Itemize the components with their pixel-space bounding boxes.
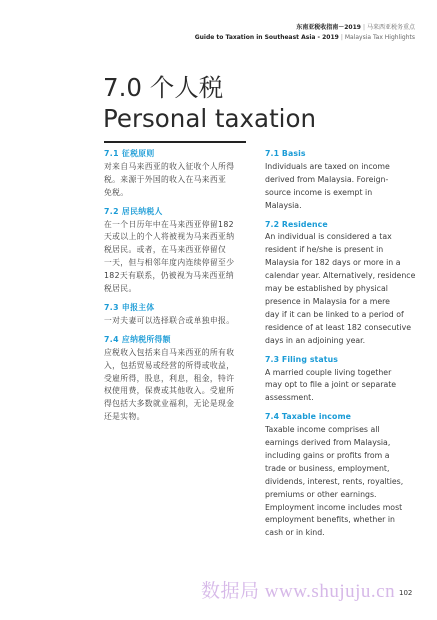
section-body: Individuals are taxed on income derived from Malaysia. Foreign- source income is exempt in Malaysia. (265, 161, 390, 210)
english-column (265, 148, 425, 546)
section-body: 在一个日历年中在马来西亚停留182 天或以上的个人将被视为马来西亚纳 税居民。或者，在马来西亚停留仅 一天，但与相邻年度内连续停留至少 182天有联系，仍被视为马来西亚纳 税居民。 (104, 219, 235, 294)
section-body: Taxable income comprises all earnings derived from Malaysia, including gains or profits from a trade or business, employment, dividends, interest, rents, royalties, premiums or other earnings. Employment income includes most employment benefits, whether in cash or in kind. (265, 425, 404, 538)
section-body: An individual is considered a tax resident if he/she is present in Malaysia for 182 days or more in a calendar year. Alternatively, residence may be established by physical presence in Malaysia for a mere day if it can be linked to a period of residence of at least 182 consecutive days in an adjoining year. (265, 232, 416, 345)
section-filing-en (265, 354, 425, 406)
header-guide-title-en: Guide to Taxation in Southeast Asia - 2019 (194, 33, 339, 41)
section-heading: 7.4 Taxable income (265, 412, 352, 422)
section-heading: 7.2 居民纳税人 (104, 206, 163, 216)
watermark: 数据局 www.shujuju.cn (201, 581, 396, 602)
section-residence-en (265, 219, 425, 348)
section-body: A married couple living together may opt to file a joint or separate assessment. (265, 367, 397, 403)
page-title (103, 72, 316, 134)
section-heading: 7.3 Filing status (265, 354, 338, 364)
section-body: 一对夫妻可以选择联合或单独申报。 (104, 315, 235, 325)
section-heading: 7.2 Residence (265, 219, 328, 229)
header-guide-title-cn: 东南亚税收指南－2019 (296, 24, 361, 31)
chinese-column (104, 148, 254, 430)
section-body: 应税收入包括来自马来西亚的所有收 入，包括贸易或经营的所得或收益， 受雇所得，股息，利息，租金，特许 权使用费，保费或其他收入。受雇所 得包括大多数就业福利，无论是现金 还是实物。 (104, 347, 235, 422)
section-heading: 7.3 申报主体 (104, 302, 155, 312)
page-title-en: Personal taxation (103, 104, 316, 133)
section-basis-en (265, 148, 425, 213)
header-line-english (195, 33, 415, 43)
section-heading: 7.1 Basis (265, 149, 306, 158)
section-heading: 7.1 征税原则 (104, 149, 155, 158)
header-separator: | (340, 33, 343, 41)
header-line-chinese (195, 23, 415, 33)
header-country-en: Malaysia Tax Highlights (344, 33, 415, 41)
section-residence-cn (104, 206, 254, 296)
section-filing-cn (104, 302, 254, 328)
page-title-cn: 7.0 个人税 (103, 73, 224, 102)
running-header (195, 23, 415, 42)
header-separator: | (362, 24, 365, 31)
section-body: 对来自马来西亚的收入征收个人所得 税。来源于外国的收入在马来西亚 免税。 (104, 161, 235, 197)
section-taxable-income-cn (104, 334, 254, 424)
header-country-cn: 马来西亚税务重点 (366, 24, 415, 31)
title-divider (104, 141, 246, 143)
section-heading: 7.4 应纳税所得额 (104, 334, 171, 344)
page-number: 102 (399, 589, 413, 597)
section-taxable-income-en (265, 411, 425, 540)
section-basis-cn (104, 148, 254, 200)
